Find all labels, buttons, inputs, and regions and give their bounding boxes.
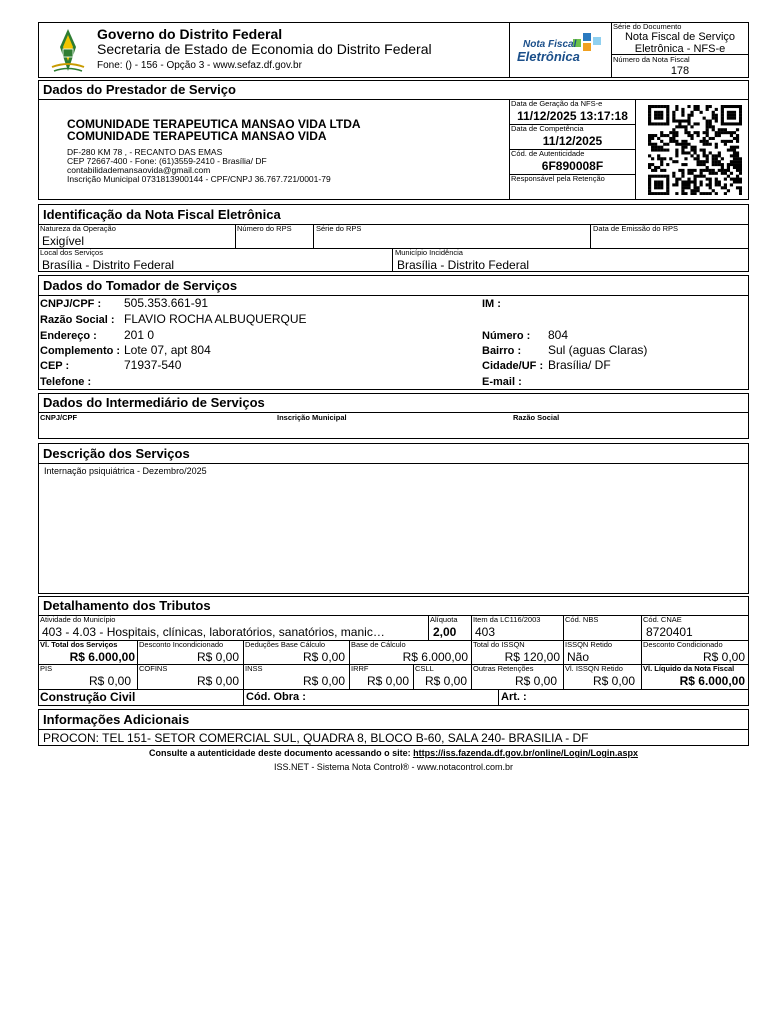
cofins-value: R$ 0,00 [196,674,239,688]
cnae-label: Cód. CNAE [643,615,682,624]
tributos-section-title: Detalhamento dos Tributos [43,598,211,613]
footer-consulte-link[interactable]: https://iss.fazenda.df.gov.br/online/Login/Login.aspx [413,748,638,758]
gdf-brasao-logo [48,27,88,75]
deducoes-label: Deduções Base Cálculo [245,640,326,649]
tomador-numero-label: Número : [482,330,531,342]
tomador-bairro-value: Sul (aguas Claras) [548,343,648,357]
pis-value: R$ 0,00 [88,674,131,688]
prestador-section-title: Dados do Prestador de Serviço [43,82,236,97]
tomador-razao-value: FLAVIO ROCHA ALBUQUERQUE [124,312,307,326]
descricao-text: Internação psiquiátrica - Dezembro/2025 [44,466,207,476]
natureza-value: Exigível [42,234,85,248]
tomador-telefone-label: Telefone : [40,376,92,388]
tomador-endereco-label: Endereço : [40,330,97,342]
tomador-email-label: E-mail : [482,376,522,388]
gov-subtitle: Secretaria de Estado de Economia do Distrito Federal [97,41,432,57]
tomador-cnpj-label: CNPJ/CPF : [40,298,102,310]
base-label: Base de Cálculo [351,640,406,649]
municipio-value: Brasília - Distrito Federal [397,258,530,272]
vl-total-label: Vl. Total dos Serviços [40,640,118,649]
serie-label: Série do Documento [613,22,682,31]
art-label: Art. : [501,691,527,703]
tomador-endereco-value: 201 0 [124,328,155,342]
desc-incond-label: Desconto Incondicionado [139,640,224,649]
competencia-label: Data de Competência [511,124,584,133]
issqn-retido-value: Não [567,650,590,664]
aliquota-value: 2,00 [433,625,457,639]
irrf-value: R$ 0,00 [366,674,409,688]
geracao-value: 11/12/2025 13:17:18 [517,109,628,123]
aliquota-label: Alíquota [430,615,458,624]
adicionais-text: PROCON: TEL 151- SETOR COMERCIAL SUL, QUADRA 8, BLOCO B-60, SALA 240- BRASILIA - DF [43,731,589,745]
local-value: Brasília - Distrito Federal [42,258,175,272]
desc-incond-value: R$ 0,00 [196,650,239,664]
csll-label: CSLL [415,664,434,673]
intermediario-section-title: Dados do Intermediário de Serviços [43,395,265,410]
vl-liquido-value: R$ 6.000,00 [679,674,745,688]
adicionais-section-title: Informações Adicionais [43,712,190,727]
vl-issqn-ret-value: R$ 0,00 [592,674,635,688]
outras-value: R$ 0,00 [514,674,557,688]
data-rps-label: Data de Emissão do RPS [593,224,679,233]
construcao-label: Construção Civil [40,690,136,704]
logo-line1: Nota Fiscal [523,39,577,50]
numero-value: 178 [670,65,690,77]
inss-label: INSS [245,664,263,673]
deducoes-value: R$ 0,00 [302,650,345,664]
tomador-section-title: Dados do Tomador de Serviços [43,278,238,293]
serie-line1: Nota Fiscal de Serviço [624,31,736,43]
nota-fiscal-eletronica-logo [515,27,607,73]
total-issqn-label: Total do ISSQN [473,640,525,649]
footer-system: ISS.NET - Sistema Nota Control® - www.notacontrol.com.br [273,762,514,772]
cod-obra-label: Cód. Obra : [246,691,306,703]
serie-rps-label: Série do RPS [316,224,362,233]
atividade-value: 403 - 4.03 - Hospitais, clínicas, laboratórios, sanatórios, manic… [42,625,385,639]
tomador-numero-value: 804 [548,328,569,342]
num-rps-label: Número do RPS [237,224,292,233]
intermediario-inscricao-label: Inscrição Municipal [277,413,347,422]
prestador-razao2: COMUNIDADE TERAPEUTICA MANSAO VIDA [67,129,327,143]
numero-label: Número da Nota Fiscal [613,55,690,64]
retencao-label: Responsável pela Retenção [511,174,605,183]
footer-consulte [38,748,749,759]
prestador-addr1: DF-280 KM 78 , - RECANTO DAS EMAS [67,147,223,157]
tomador-cnpj-value: 505.353.661-91 [124,296,209,310]
descricao-section-title: Descrição dos Serviços [43,446,190,461]
item-label: Item da LC116/2003 [473,615,541,624]
vl-total-value: R$ 6.000,00 [69,650,135,664]
pis-label: PIS [40,664,53,673]
csll-value: R$ 0,00 [424,674,467,688]
natureza-label: Natureza da Operação [40,224,116,233]
tomador-cep-value: 71937-540 [124,358,182,372]
geracao-label: Data de Geração da NFS-e [511,99,603,108]
tomador-complemento-label: Complemento : [40,345,121,357]
desc-cond-label: Desconto Condicionado [643,640,723,649]
intermediario-cnpj-label: CNPJ/CPF [40,413,78,422]
total-issqn-value: R$ 120,00 [504,650,560,664]
atividade-label: Atividade do Município [40,615,116,624]
prestador-inscricao: Inscrição Municipal 0731813900144 - CPF/CNPJ 36.767.721/0001-79 [67,174,331,184]
outras-label: Outras Retenções [473,664,534,673]
intermediario-razao-label: Razão Social [513,413,560,422]
serie-line2: Eletrônica - NFS-e [634,43,726,55]
local-label: Local dos Serviços [40,248,103,257]
prestador-email: contabilidademansaovida@gmail.com [67,165,211,175]
tomador-cidade-label: Cidade/UF : [482,360,544,372]
footer-consulte-text: Consulte a autenticidade deste documento acessando o site: [149,748,414,758]
tomador-cidade-value: Brasília/ DF [548,358,611,372]
inss-value: R$ 0,00 [302,674,345,688]
autenticidade-value: 6F890008F [541,159,604,173]
tomador-complemento-value: Lote 07, apt 804 [124,343,211,357]
prestador-addr2: CEP 72667-400 - Fone: (61)3559-2410 - Brasília/ DF [67,156,267,166]
gov-title: Governo do Distrito Federal [97,26,283,42]
base-value: R$ 6.000,00 [402,650,468,664]
desc-cond-value: R$ 0,00 [702,650,745,664]
identificacao-section-title: Identificação da Nota Fiscal Eletrônica [43,207,281,222]
tomador-cep-label: CEP : [40,360,70,372]
issqn-retido-label: ISSQN Retido [565,640,613,649]
item-value: 403 [475,625,496,639]
vl-issqn-ret-label: Vl. ISSQN Retido [565,664,623,673]
nbs-label: Cód. NBS [565,615,599,624]
qr-code[interactable] [648,105,742,195]
cnae-value: 8720401 [646,625,693,639]
tomador-bairro-label: Bairro : [482,345,522,357]
cofins-label: COFINS [139,664,168,673]
vl-liquido-label: Vl. Líquido da Nota Fiscal [643,664,735,673]
autenticidade-label: Cód. de Autenticidade [511,149,585,158]
logo-line2: Eletrônica [517,49,580,64]
competencia-value: 11/12/2025 [542,134,603,148]
municipio-label: Município Incidência [395,248,463,257]
tomador-im-label: IM : [482,298,501,310]
prestador-razao1: COMUNIDADE TERAPEUTICA MANSAO VIDA LTDA [67,117,361,131]
tomador-razao-label: Razão Social : [40,314,115,326]
gov-contact: Fone: () - 156 - Opção 3 - www.sefaz.df.gov.br [97,60,302,71]
irrf-label: IRRF [351,664,369,673]
